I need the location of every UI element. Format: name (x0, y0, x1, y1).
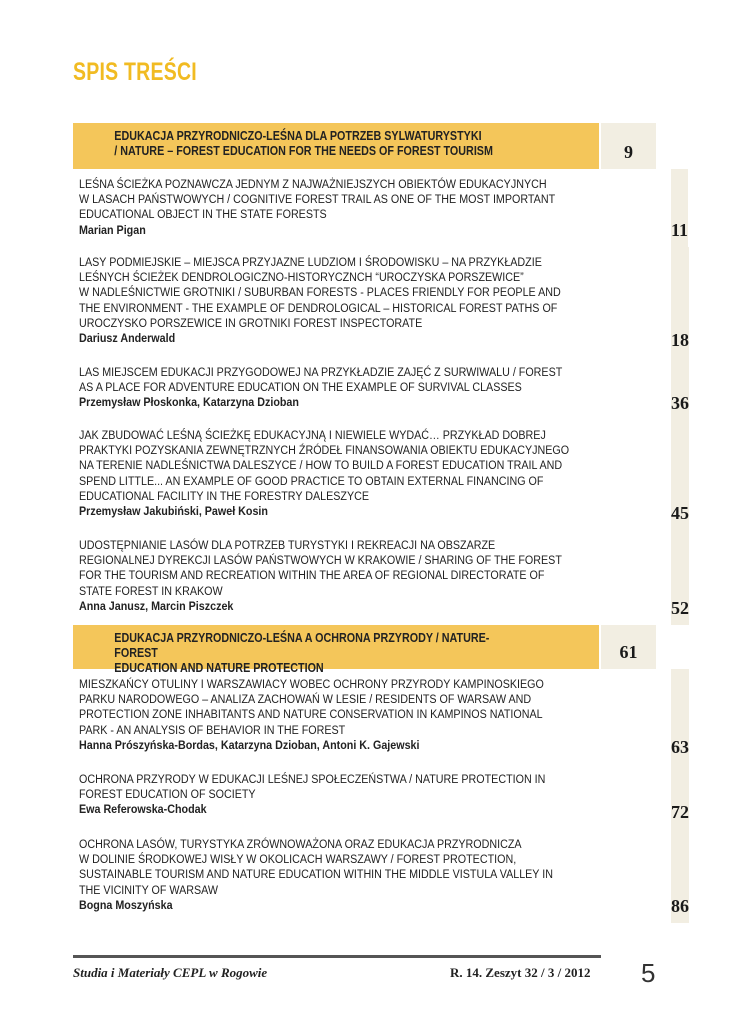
entry-page-number: 36 (669, 357, 689, 420)
toc-entry[interactable] (73, 420, 689, 530)
footer-issue: R. 14. Zeszyt 32 / 3 / 2012 (450, 965, 591, 980)
footer-journal-title: Studia i Materiały CEPL w Rogowie (73, 965, 268, 980)
footer-page-number: 5 (641, 958, 656, 988)
section-title: EDUKACJA PRZYRODNICZO-LEŚNA A OCHRONA PRZYRODY / NATURE-FOREST EDUCATION AND NATURE PROTECTION (114, 631, 490, 675)
toc-entry[interactable] (73, 169, 689, 247)
toc-entry[interactable] (73, 669, 689, 764)
entry-title: LASY PODMIEJSKIE – MIEJSCA PRZYJAZNE LUDZIOM I ŚRODOWISKU – NA PRZYKŁADZIE LEŚNYCH ŚCIEŻEK DENDROLOGICZNO-HISTORYCZNCH “UROCZYSKA PORSZEWICE” W NADLEŚNICTWIE GROTNIKI / SUBURBAN FORESTS - PLACES FRIENDLY FOR PEOPLE AND THE ENVIRONMENT - THE EXAMPLE OF DENDROLOGICAL – HISTORICAL FOREST PATHS OF UROCZYSKO PORSZEWICE IN GROTNIKI FOREST INSPECTORATE (79, 255, 561, 330)
toc-entry[interactable] (73, 530, 689, 625)
entry-authors: Przemysław Jakubiński, Paweł Kosin (79, 504, 268, 519)
toc-entry[interactable] (73, 247, 689, 357)
section-header[interactable] (73, 625, 658, 675)
entry-authors: Marian Pigan (79, 222, 146, 237)
toc-entry[interactable] (73, 829, 689, 923)
entry-authors: Hanna Prószyńska-Bordas, Katarzyna Dzioban, Antoni K. Gajewski (79, 737, 420, 752)
entry-authors: Anna Janusz, Marcin Piszczek (79, 598, 234, 613)
entry-title: UDOSTĘPNIANIE LASÓW DLA POTRZEB TURYSTYKI I REKREACJI NA OBSZARZE REGIONALNEJ DYREKCJI LASÓW PAŃSTWOWYCH W KRAKOWIE / SHARING OF THE FOREST FOR THE TOURISM AND RECREATION WITHIN THE AREA OF REGIONAL DIRECTORATE OF STATE FOREST IN KRAKOW (79, 538, 562, 598)
entry-authors: Przemysław Płoskonka, Katarzyna Dzioban (79, 395, 299, 410)
entry-title: OCHRONA PRZYRODY W EDUKACJI LEŚNEJ SPOŁECZEŃSTWA / NATURE PROTECTION IN FOREST EDUCATION OF SOCIETY (79, 772, 546, 802)
section-page-number: 61 (599, 625, 656, 669)
entry-page-number: 86 (669, 829, 689, 923)
entry-authors: Bogna Moszyńska (79, 897, 173, 912)
toc-entry[interactable] (73, 764, 689, 829)
section-page-number: 9 (599, 123, 656, 169)
entry-title: MIESZKAŃCY OTULINY I WARSZAWIACY WOBEC OCHRONY PRZYRODY KAMPINOSKIEGO PARKU NARODOWEGO – ANALIZA ZACHOWAŃ W LESIE / RESIDENTS OF WARSAW AND PROTECTION ZONE INHABITANTS AND NATURE CONSERVATION IN KAMPINOS NATIONAL PARK - AN ANALYSIS OF BEHAVIOR IN THE FOREST (79, 677, 544, 737)
entry-title: JAK ZBUDOWAĆ LEŚNĄ ŚCIEŻKĘ EDUKACYJNĄ I NIEWIELE WYDAĆ… PRZYKŁAD DOBREJ PRAKTYKI POZYSKANIA ZEWNĘTRZNYCH ŹRÓDEŁ FINANSOWANIA OBIEKTU EDUKACYJNEGO NA TERENIE NADLEŚNICTWA DALESZYCE / HOW TO BUILD A FOREST EDUCATION TRAIL AND SPEND LITTLE... AN EXAMPLE OF GOOD PRACTICE TO OBTAIN EXTERNAL FINANCING OF EDUCATIONAL FACILITY IN THE FORESTRY DALESZYCE (79, 428, 570, 503)
entry-title: LEŚNA ŚCIEŻKA POZNAWCZA JEDNYM Z NAJWAŻNIEJSZYCH OBIEKTÓW EDUKACYJNYCH W LASACH PAŃSTWOWYCH / COGNITIVE FOREST TRAIL AS ONE OF THE MOST IMPORTANT EDUCATIONAL OBJECT IN THE STATE FORESTS (79, 177, 556, 222)
toc-entry[interactable] (73, 357, 689, 420)
entry-page-number: 72 (669, 764, 689, 829)
entry-page-number: 45 (669, 420, 689, 530)
footer-rule (73, 955, 601, 958)
entry-title: LAS MIEJSCEM EDUKACJI PRZYGODOWEJ NA PRZYKŁADZIE ZAJĘĆ Z SURWIWALU / FOREST AS A PLACE FOR ADVENTURE EDUCATION ON THE EXAMPLE OF SURVIVAL CLASSES (79, 365, 563, 395)
entry-authors: Ewa Referowska-Chodak (79, 802, 207, 817)
entry-page-number: 18 (669, 247, 689, 357)
page-title: SPIS TREŚCI (73, 58, 197, 86)
entry-page-number: 11 (669, 169, 688, 247)
section-header[interactable] (73, 123, 658, 169)
entry-authors: Dariusz Anderwald (79, 331, 176, 346)
entry-page-number: 52 (669, 530, 689, 625)
table-of-contents (73, 123, 689, 923)
section-title: EDUKACJA PRZYRODNICZO-LEŚNA DLA POTRZEB SYLWATURYSTYKI / NATURE – FOREST EDUCATION FOR THE NEEDS OF FOREST TOURISM (114, 129, 493, 158)
entry-title: OCHRONA LASÓW, TURYSTYKA ZRÓWNOWAŻONA ORAZ EDUKACJA PRZYRODNICZA W DOLINIE ŚRODKOWEJ WISŁY W OKOLICACH WARSZAWY / FOREST PROTECTION, SUSTAINABLE TOURISM AND NATURE EDUCATION WITHIN THE MIDDLE VISTULA VALLEY IN THE VICINITY OF WARSAW (79, 837, 553, 897)
entry-page-number: 63 (669, 669, 689, 764)
